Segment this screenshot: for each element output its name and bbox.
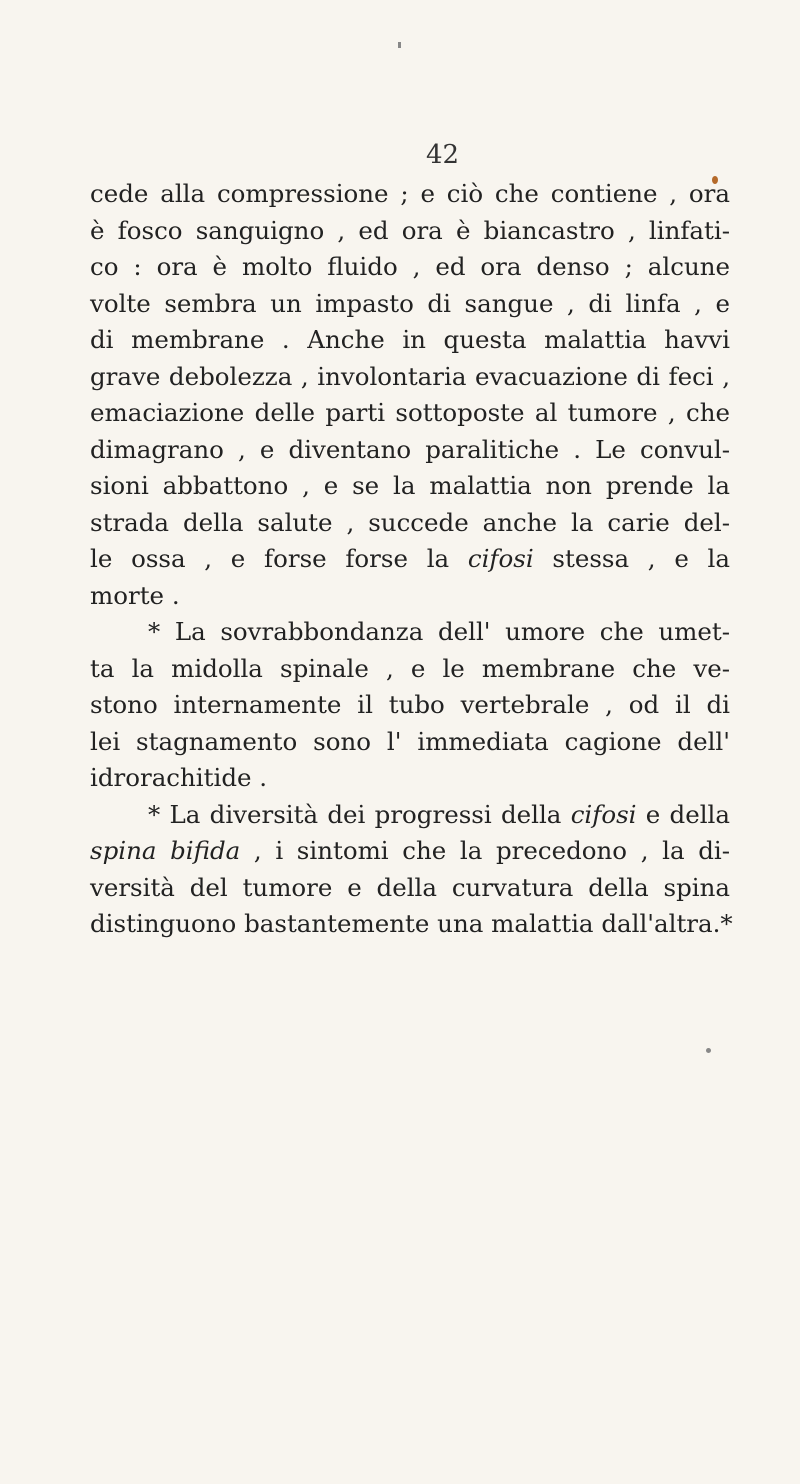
text-line: ta la midolla spinale , e le membrane che ve- [90, 653, 730, 683]
italic-term: cifosi [467, 544, 534, 573]
italic-term: spina bifida [90, 836, 241, 865]
text-line: emaciazione delle parti sottoposte al tumore , che [90, 398, 730, 427]
text-run: e della [636, 799, 730, 829]
text-line: dimagrano , e diventano paralitiche . Le convul- [90, 434, 730, 464]
paper-speck [398, 42, 401, 48]
text-line: di membrane . Anche in questa malattia havvi [90, 325, 730, 354]
text-line [90, 541, 730, 578]
paper-speck [706, 1048, 711, 1053]
text-line: * La sovrabbondanza dell' umore che umet- [148, 617, 730, 646]
text-run: , i sintomi che la precedono , la di- [240, 836, 730, 865]
text-line: volte sembra un impasto di sangue , di linfa , e [90, 288, 730, 318]
text-line: strada della salute , succede anche la carie del- [90, 507, 730, 537]
text-run: stessa , e la [533, 544, 730, 573]
text-line: stono internamente il tubo vertebrale , od il di [90, 690, 730, 719]
text-line: versità del tumore e della curvatura della spina [90, 872, 730, 902]
text-line: distinguono bastantemente una malattia dall'altra.* [90, 909, 733, 938]
page-number: 42 [426, 140, 460, 170]
text-line [90, 797, 730, 834]
text-run: le ossa , e forse forse la [90, 544, 468, 573]
text-line: co : ora è molto fluido , ed ora denso ; alcune [90, 252, 730, 281]
text-line: è fosco sanguigno , ed ora è biancastro , linfati- [90, 215, 730, 245]
text-line: sioni abbattono , e se la malattia non prende la [90, 471, 730, 500]
italic-term: cifosi [570, 799, 637, 829]
body-text [90, 176, 733, 943]
text-line: grave debolezza , involontaria evacuazione di feci , [90, 361, 730, 391]
text-line: morte . [90, 580, 180, 610]
text-line [90, 833, 730, 870]
text-line: idrorachitide . [90, 763, 268, 792]
text-line: lei stagnamento sono l' immediata cagione dell' [90, 726, 730, 756]
text-run: * La diversità dei progressi della [148, 799, 571, 829]
text-line: cede alla compressione ; e ciò che contiene , ora [90, 179, 730, 208]
